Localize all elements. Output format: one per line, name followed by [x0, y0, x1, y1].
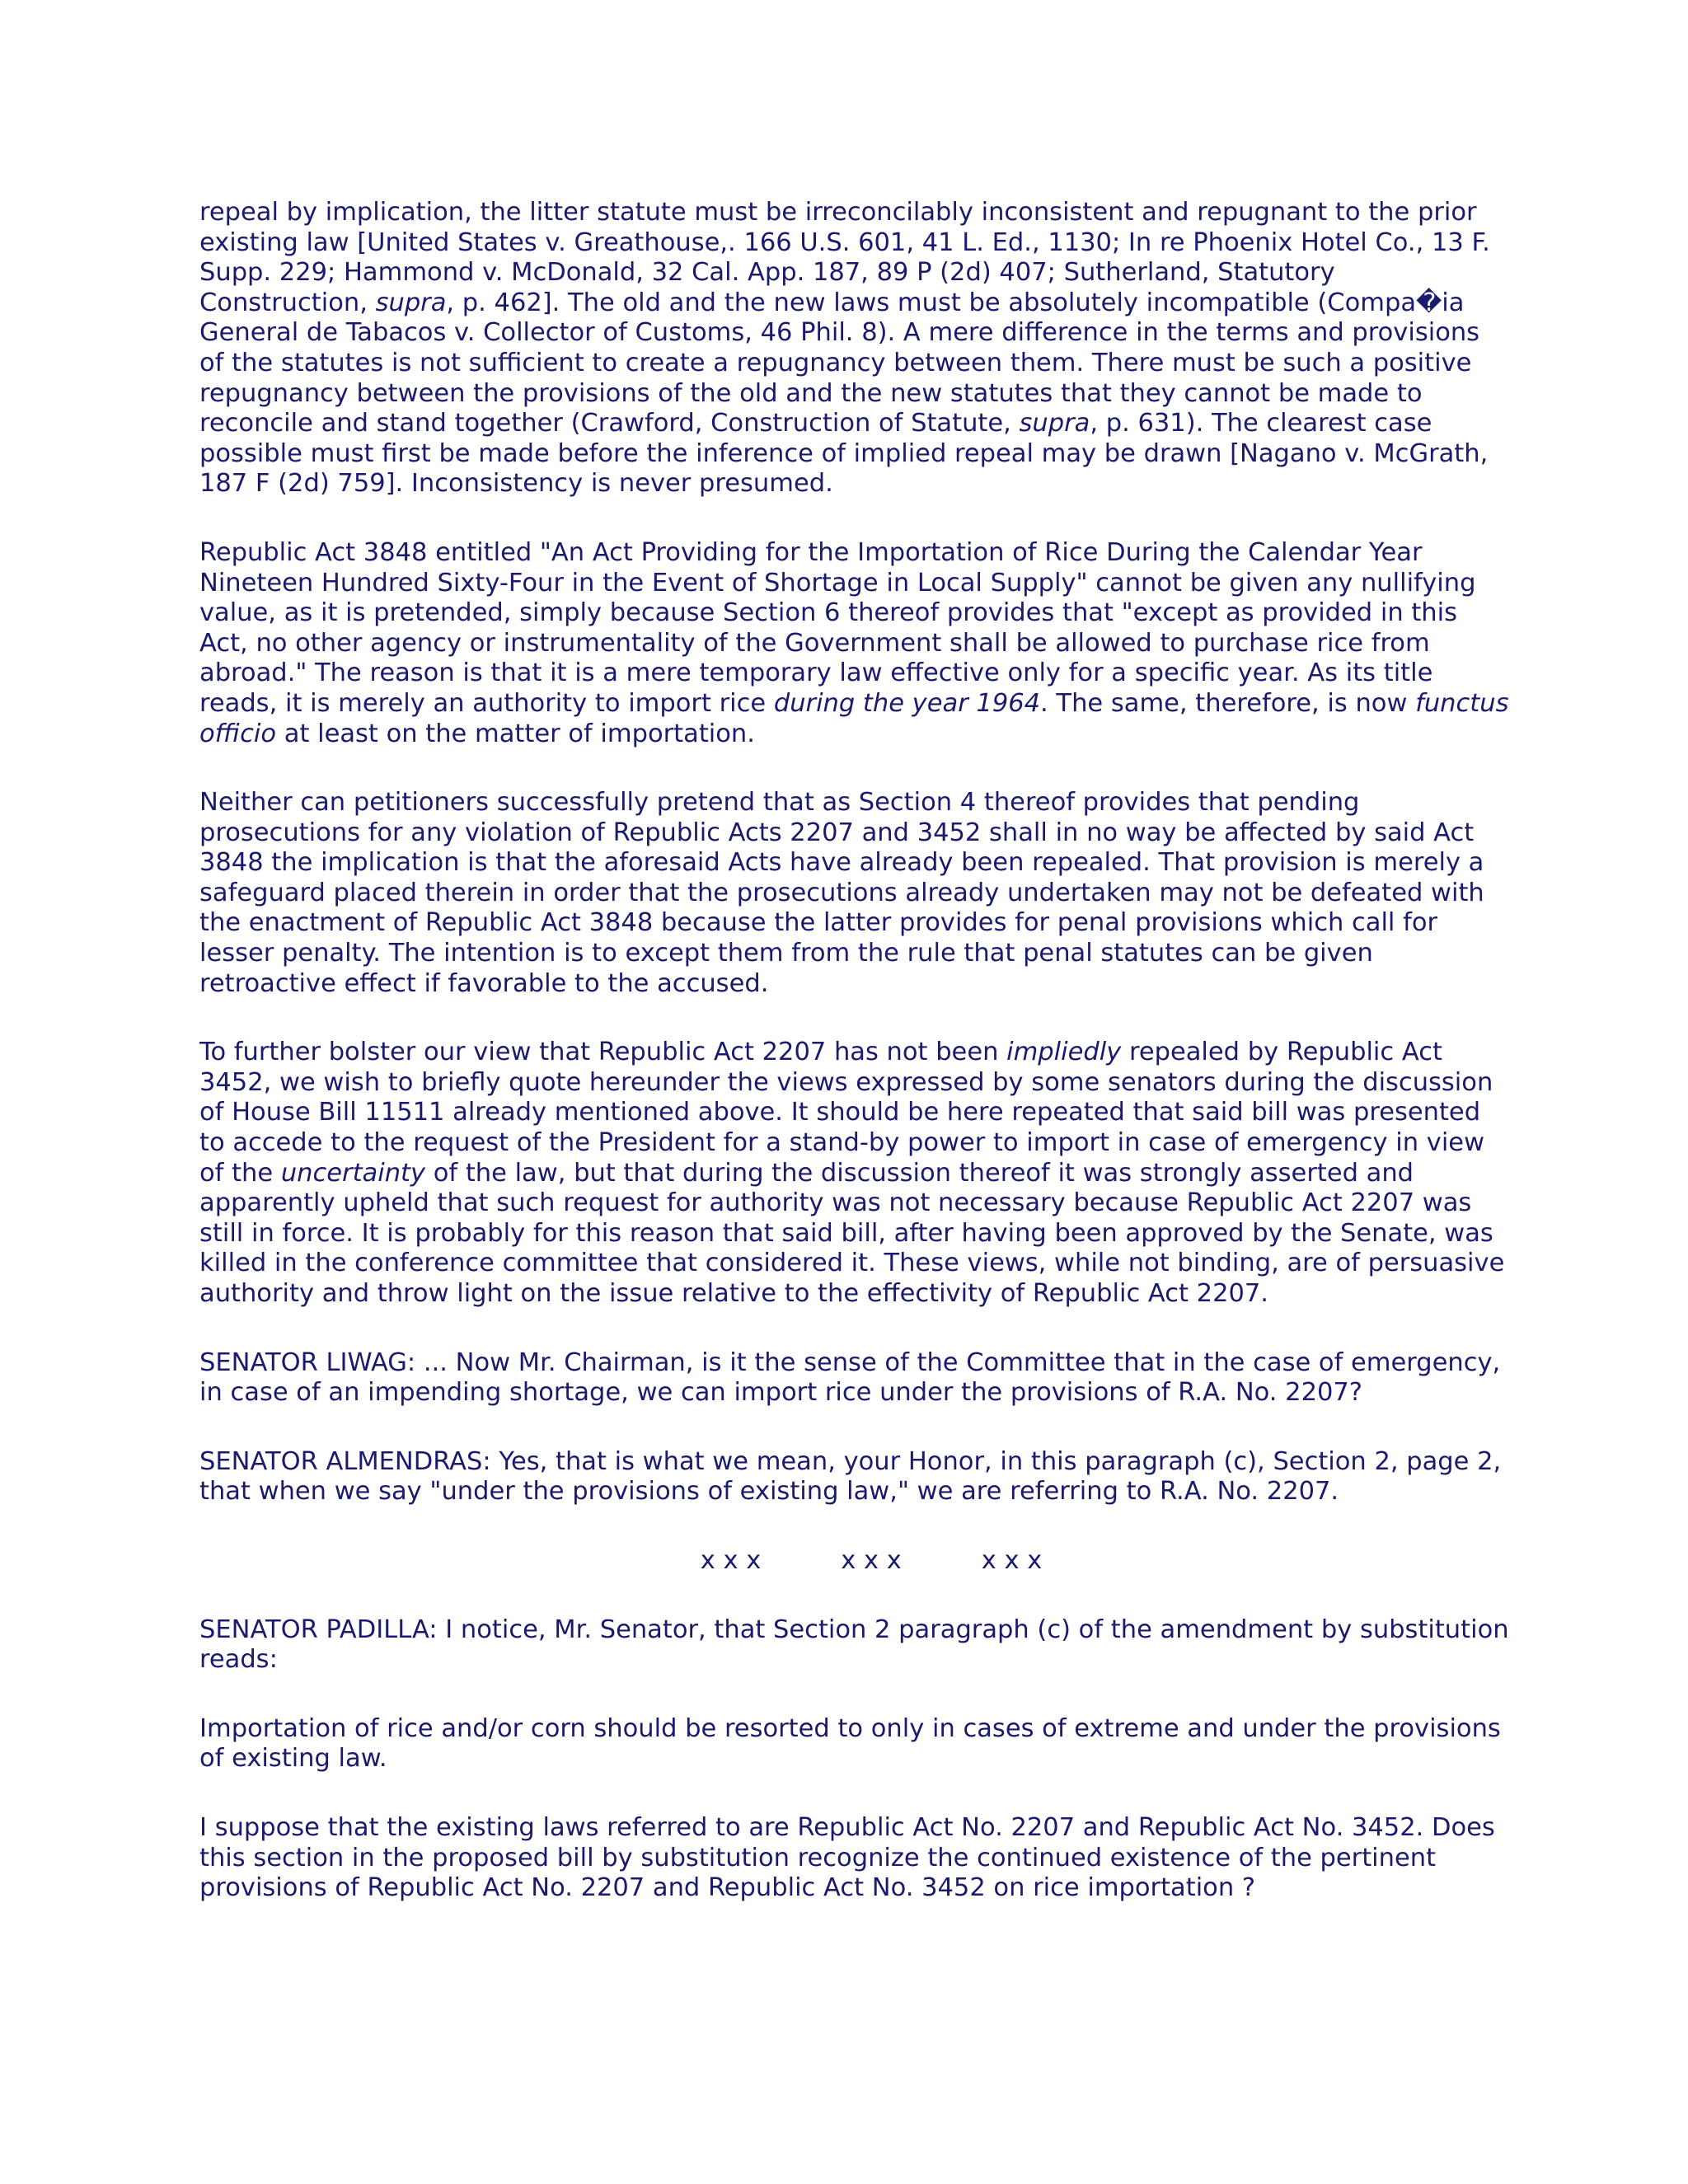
- text-segment: SENATOR ALMENDRAS: Yes, that is what we mean, your Honor, in this paragraph (c), Section 2, page 2, that when we say "under the provisions of existing law," we are referring to R.A. No. 2207.: [199, 1446, 1502, 1507]
- italic-text-segment: during the year 1964: [773, 688, 1041, 718]
- text-segment: SENATOR LIWAG: ... Now Mr. Chairman, is it the sense of the Committee that in the case of emergency, in case of an impending shortage, we can import rice under the provisions of R.A. No. 2207?: [199, 1347, 1501, 1408]
- text-segment: Neither can petitioners successfully pretend that as Section 4 thereof provides that pending prosecutions for any violation of Republic Acts 2207 and 3452 shall in no way be affected by said Act 3848 the implication is that the aforesaid Acts have already been repealed. That provision is merely a safeguard placed therein in order that the prosecutions already undertaken may not be defeated with the enactment of Republic Act 3848 because the latter provides for penal provisions which call for lesser penalty. The intention is to except them from the rule that penal statutes can be given retroactive effect if favorable to the accused.: [199, 788, 1484, 998]
- text-segment: SENATOR PADILLA: I notice, Mr. Senator, that Section 2 paragraph (c) of the amendment by substitution reads:: [199, 1615, 1509, 1675]
- paragraph-implied-repeal: [199, 198, 1510, 499]
- text-segment: , p. 462]. The old and the new laws must be absolutely incompatible (Compa�ia General de Tabacos v. Collector of Customs, 46 Phil. 8). A mere difference in the terms and provisions of the statutes is not sufficient to create a repugnancy between them. There must be such a positive repugnancy between the provisions of the old and the new statutes that they cannot be made to reconcile and stand together (Crawford, Construction of Statute,: [199, 288, 1480, 438]
- italic-text-segment: uncertainty: [280, 1158, 426, 1188]
- paragraph-senator-liwag: [199, 1348, 1510, 1408]
- paragraph-republic-act-3848: [199, 538, 1510, 749]
- paragraph-existing-laws-question: [199, 1813, 1510, 1904]
- paragraphs-after: [199, 1615, 1510, 1904]
- document-page: [199, 198, 1510, 1943]
- paragraphs-before: [199, 198, 1510, 1507]
- text-segment: of the law, but that during the discussion thereof it was strongly asserted and apparently upheld that such request for authority was not necessary because Republic Act 2207 was still in force. It is probably for this reason that said bill, after having been approved by the Senate, was killed in the conference committee that considered it. These views, while not binding, are of persuasive authority and throw light on the issue relative to the effectivity of Republic Act 2207.: [199, 1158, 1505, 1308]
- text-segment: repealed by Republic Act 3452, we wish to briefly quote hereunder the views expressed by some senators during the discussion of House Bill 11511 already mentioned above. It should be here repeated that said bill was presented to accede to the request of the President for a stand-by power to import in case of emergency in view of the: [199, 1038, 1493, 1188]
- paragraph-importation-quote: [199, 1714, 1510, 1774]
- paragraph-section-4: [199, 788, 1510, 999]
- paragraph-senator-padilla: [199, 1615, 1510, 1675]
- text-segment: I suppose that the existing laws referred to are Republic Act No. 2207 and Republic Act No. 3452. Does this section in the proposed bill by substitution recognize the continued existence of the pertinent provisions of Republic Act No. 2207 and Republic Act No. 3452 on rice importation ?: [199, 1812, 1495, 1903]
- text-segment: repeal by implication, the litter statute must be irreconcilably inconsistent and repugnant to the prior existing law [United States v. Greathouse,. 166 U.S. 601, 41 L. Ed., 1130; In re Phoenix Hotel Co., 13 F. Supp. 229; Hammond v. McDonald, 32 Cal. App. 187, 89 P (2d) 407; Sutherland, Statutory Construction,: [199, 198, 1490, 317]
- italic-text-segment: impliedly: [1006, 1038, 1122, 1067]
- paragraph-senate-views: [199, 1038, 1510, 1309]
- text-segment: , p. 631). The clearest case possible must first be made before the inference of implied repeal may be drawn [Nagano v. McGrath, 187 F (2d) 759]. Inconsistency is never presumed.: [199, 409, 1489, 499]
- text-segment: at least on the matter of importation.: [276, 719, 755, 748]
- text-segment: To further bolster our view that Republic Act 2207 has not been: [199, 1038, 1007, 1067]
- ellipsis-separator: x x x x x x x x x: [700, 1545, 1043, 1575]
- paragraph-senator-almendras: [199, 1447, 1510, 1507]
- text-segment: Republic Act 3848 entitled "An Act Providing for the Importation of Rice During the Calendar Year Nineteen Hundred Sixty-Four in the Event of Shortage in Local Supply" cannot be given any nullifying value, as it is pretended, simply because Section 6 thereof provides that "except as provided in this Act, no other agency or instrumentality of the Government shall be allowed to purchase rice from abroad." The reason is that it is a mere temporary law effective only for a specific year. As its title reads, it is merely an authority to import rice: [199, 537, 1476, 718]
- italic-text-segment: supra: [375, 288, 447, 317]
- italic-text-segment: supra: [1019, 409, 1090, 438]
- text-segment: . The same, therefore, is now: [1040, 688, 1416, 718]
- italic-text-segment: functus officio: [199, 688, 1509, 748]
- text-segment: Importation of rice and/or corn should be resorted to only in cases of extreme and under the provisions of existing law.: [199, 1713, 1501, 1774]
